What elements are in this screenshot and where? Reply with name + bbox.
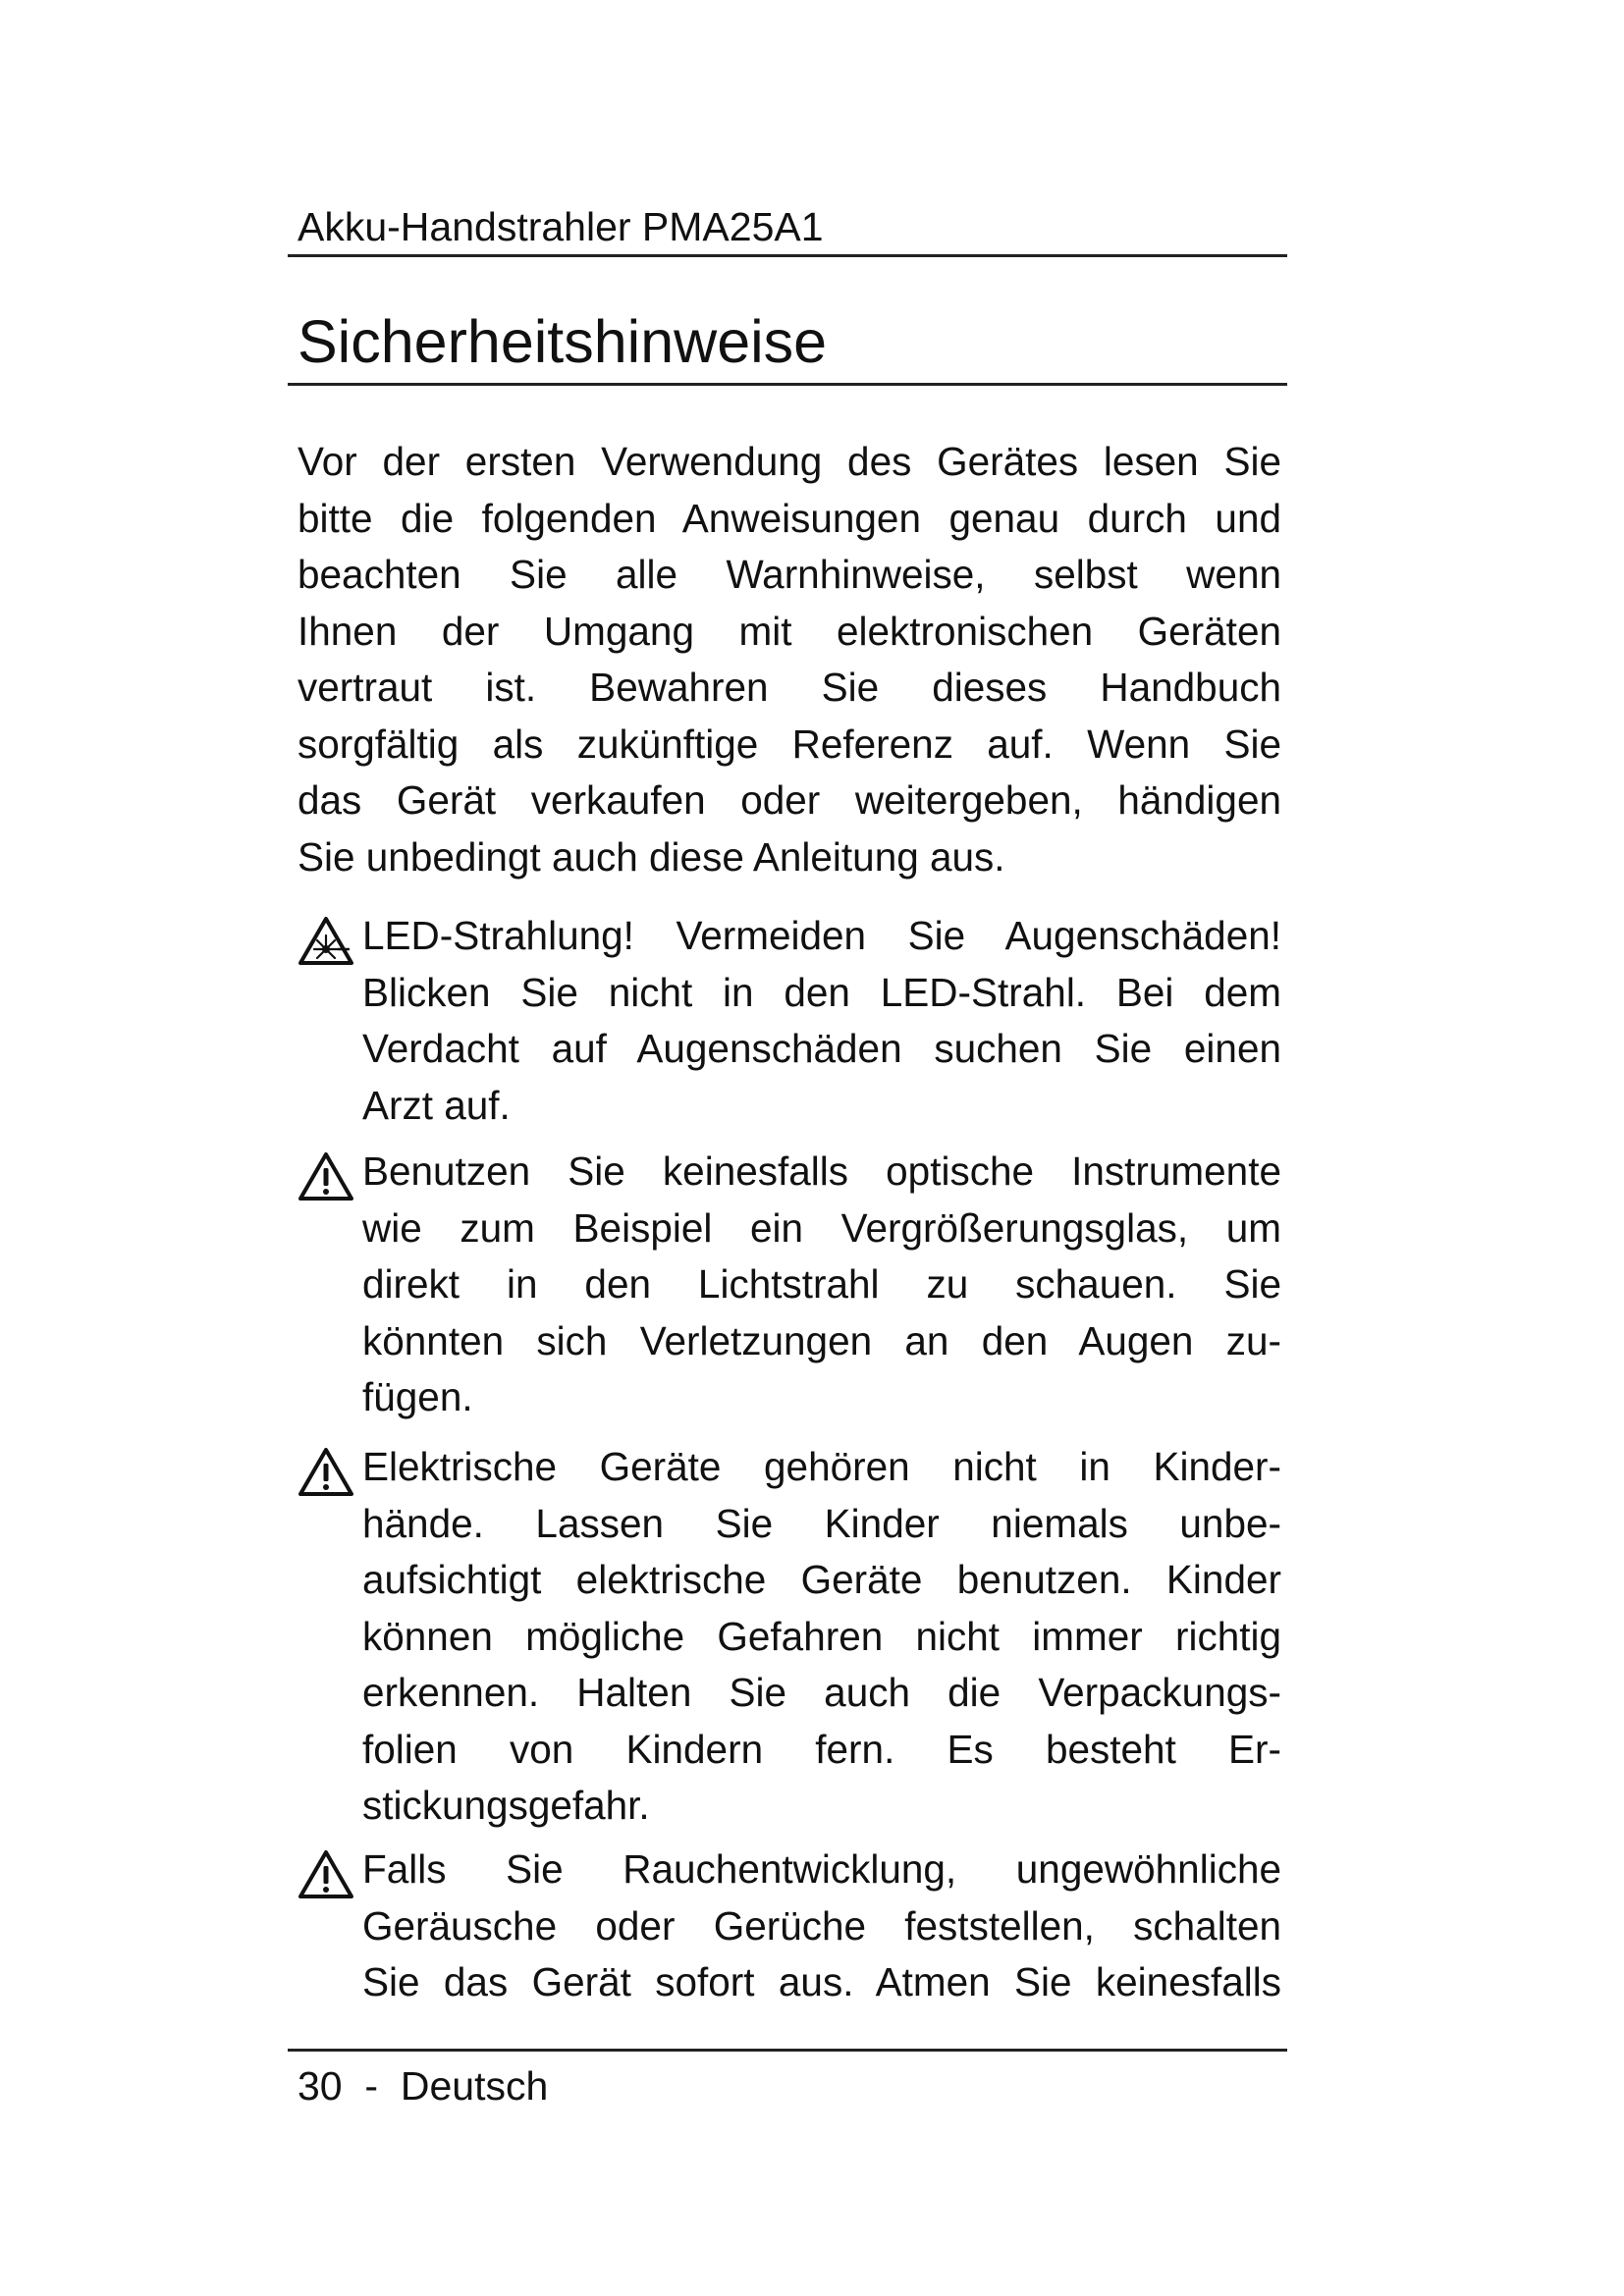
section-title: Sicherheitshinweise [298,308,828,375]
warning-line: Verdacht auf Augenschäden suchen Sie einen [362,1026,1281,1071]
intro-line: bitte die folgenden Anweisungen genau durch und [298,495,1281,541]
footer-rule [288,2049,1287,2052]
manual-page [288,0,1287,2296]
warning-line: direkt in den Lichtstrahl zu schauen. Sie [362,1261,1281,1307]
header-rule [288,254,1287,257]
general-warning-icon [298,1447,354,1498]
warning-line: Geräusche oder Gerüche feststellen, schalten [362,1902,1281,1949]
intro-line: vertraut ist. Bewahren Sie dieses Handbuch [298,665,1281,710]
led-radiation-warning-icon [298,916,354,967]
intro-line: Sie unbedingt auch diese Anleitung aus. [298,833,1005,880]
warning-line: folien von Kindern fern. Es besteht Er- [362,1726,1281,1772]
warning-line: können mögliche Gefahren nicht immer richtig [362,1613,1281,1659]
general-warning-icon [298,1849,354,1900]
warning-line: stickungsgefahr. [362,1783,650,1828]
page-number: 30 [298,2063,343,2109]
warning-line: Arzt auf. [362,1082,511,1128]
warning-line: aufsichtigt elektrische Geräte benutzen. Kinder [362,1557,1281,1602]
intro-paragraph [298,434,1281,885]
warning-line: LED-Strahlung! Vermeiden Sie Augenschäden! [362,913,1281,958]
warning-line: hände. Lassen Sie Kinder niemals unbe- [362,1500,1281,1546]
warning-line: wie zum Beispiel ein Vergrößerungsglas, um [362,1204,1281,1251]
footer-language: Deutsch [400,2063,549,2109]
warning-line: erkennen. Halten Sie auch die Verpackungs- [362,1670,1281,1715]
warning-line: Blicken Sie nicht in den LED-Strahl. Bei dem [362,969,1281,1015]
footer-separator: - [364,2063,379,2109]
running-header: Akku-Handstrahler PMA25A1 [298,204,824,249]
intro-line: das Gerät verkaufen oder weitergeben, händigen [298,777,1281,823]
warning-line: Sie das Gerät sofort aus. Atmen Sie keinesfalls [362,1959,1281,2004]
intro-line: Ihnen der Umgang mit elektronischen Geräten [298,608,1281,654]
page-footer [298,2061,548,2110]
general-warning-icon [298,1151,354,1202]
warning-line: Falls Sie Rauchentwicklung, ungewöhnliche [362,1846,1281,1892]
title-rule [288,383,1287,386]
warning-line: Elektrische Geräte gehören nicht in Kinder- [362,1444,1281,1489]
warning-line: fügen. [362,1374,473,1419]
intro-line: Vor der ersten Verwendung des Gerätes lesen Sie [298,439,1281,484]
intro-line: sorgfältig als zukünftige Referenz auf. Wenn Sie [298,721,1281,767]
intro-line: beachten Sie alle Warnhinweise, selbst wenn [298,552,1281,597]
warning-line: Benutzen Sie keinesfalls optische Instrumente [362,1148,1281,1194]
warning-line: könnten sich Verletzungen an den Augen zu- [362,1317,1281,1363]
